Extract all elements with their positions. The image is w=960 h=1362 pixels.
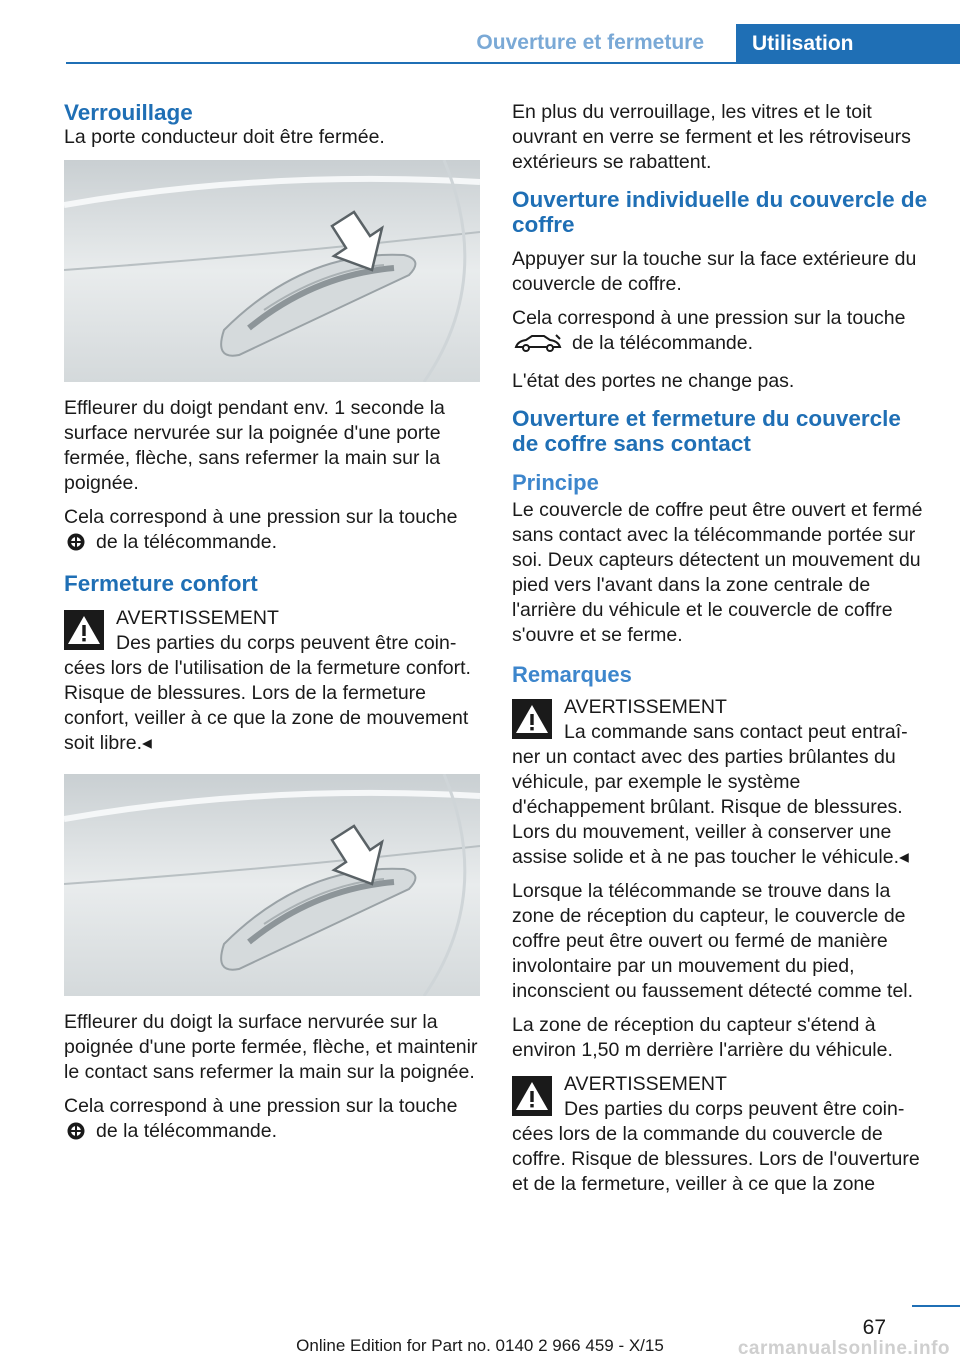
lock-button-icon	[66, 532, 86, 559]
warning-text-rest: cées lors de la commande du couvercle de coffre. Risque de blessures. Lors de l'ouverture et de la fermeture, veiller à ce que la zone	[512, 1123, 920, 1195]
text-comfort-remote-b: de la télécommande.	[96, 1120, 278, 1142]
warning-title: AVERTISSEMENT	[116, 607, 279, 629]
header-section-title: Ouverture et fermeture	[476, 31, 704, 54]
text-lock-remote-b: de la télécommande.	[96, 531, 278, 553]
right-column	[512, 100, 930, 1206]
lock-button-icon	[66, 1121, 86, 1148]
paragraph-trunk-remote	[512, 306, 930, 360]
heading-principe: Principe	[512, 470, 599, 495]
paragraph-principle: Le couvercle de coffre peut être ouvert et fermé sans contact avec la télécommande portée sur soi. Deux capteurs détectent un mouvement du pied vers l'avant dans la zone centrale de l'arrière du véhicule et le couvercle de coffre s'ouvre et se ferme.	[512, 499, 923, 646]
paragraph-lock-remote	[64, 505, 482, 559]
warning-title: AVERTISSEMENT	[564, 1073, 727, 1095]
heading-contactless: Ouverture et fermeture du couvercle de coffre sans contact	[512, 406, 901, 456]
heading-verrouillage: Verrouillage	[64, 100, 193, 125]
warning-box-trunk-pinch	[512, 1072, 930, 1197]
paragraph-doors-unchanged: L'état des portes ne change pas.	[512, 370, 795, 392]
text-comfort-remote-a: Cela correspond à une pression sur la touche	[64, 1095, 458, 1117]
car-trunk-icon	[514, 333, 562, 360]
warning-text-first: La commande sans contact peut entraî-	[564, 721, 908, 743]
paragraph-lock-effects: En plus du verrouillage, les vitres et le toit ouvrant en verre se ferment et les rétroviseurs extérieurs se rabattent.	[512, 101, 911, 173]
warning-text-rest: cées lors de l'utilisation de la fermeture confort. Risque de blessures. Lors de la fermeture confort, veiller à ce que la zone de mouvement soit libre.◂	[64, 657, 471, 754]
paragraph-lock-instructions: Effleurer du doigt pendant env. 1 seconde la surface nervurée sur la poignée d'une porte fermée, flèche, sans refermer la main sur la poignée.	[64, 397, 445, 494]
text-trunk-remote-b: de la télécommande.	[572, 332, 754, 354]
footer-rule	[912, 1305, 960, 1307]
header-rule	[66, 62, 960, 64]
warning-text-first: Des parties du corps peuvent être coin-	[564, 1098, 905, 1120]
page-number: 67	[862, 1316, 886, 1339]
warning-triangle-icon	[512, 699, 552, 739]
warning-text-first: Des parties du corps peuvent être coin-	[116, 632, 457, 654]
warning-triangle-icon	[512, 1076, 552, 1116]
paragraph-trunk-button: Appuyer sur la touche sur la face extérieure du couvercle de coffre.	[512, 248, 917, 295]
text-trunk-remote-a: Cela correspond à une pression sur la touche	[512, 307, 906, 329]
watermark-logo: carmanualsonline.info	[737, 1338, 950, 1359]
warning-text-rest: ner un contact avec des parties brûlantes du véhicule, par exemple le système d'échappement brûlant. Risque de blessures. Lors du mouvement, veiller à conserver une assise solide et à ne pas toucher le véhicule.◂	[512, 746, 909, 868]
paragraph-comfort-instructions: Effleurer du doigt la surface nervurée sur la poignée d'une porte fermée, flèche, et maintenir le contact sans refermer la main sur la poignée.	[64, 1011, 478, 1083]
heading-trunk-individual: Ouverture individuelle du couvercle de coffre	[512, 187, 928, 237]
warning-triangle-icon	[64, 610, 104, 650]
paragraph-comfort-remote	[64, 1094, 482, 1148]
footer-edition: Online Edition for Part no. 0140 2 966 459 - X/15	[296, 1336, 664, 1355]
paragraph-lock-intro: La porte conducteur doit être fermée.	[64, 126, 385, 148]
warning-box-hot-parts	[512, 695, 930, 870]
paragraph-remark-involuntary: Lorsque la télécommande se trouve dans la zone de réception du capteur, le couvercle de coffre peut être ouvert ou fermé de manière involontaire par un mouvement du pied, inconscient ou faussement détecté comme tel.	[512, 880, 914, 1002]
warning-box-comfort	[64, 606, 482, 756]
door-handle-illustration-1	[64, 160, 480, 382]
text-lock-remote-a: Cela correspond à une pression sur la touche	[64, 506, 458, 528]
heading-fermeture-confort: Fermeture confort	[64, 571, 258, 596]
header-tab-utilisation: Utilisation	[736, 24, 960, 64]
heading-remarques: Remarques	[512, 662, 632, 687]
paragraph-remark-range: La zone de réception du capteur s'étend à environ 1,50 m derrière l'arrière du véhicule.	[512, 1014, 893, 1061]
left-column	[64, 100, 482, 1157]
door-handle-illustration-2	[64, 774, 480, 996]
warning-title: AVERTISSEMENT	[564, 696, 727, 718]
